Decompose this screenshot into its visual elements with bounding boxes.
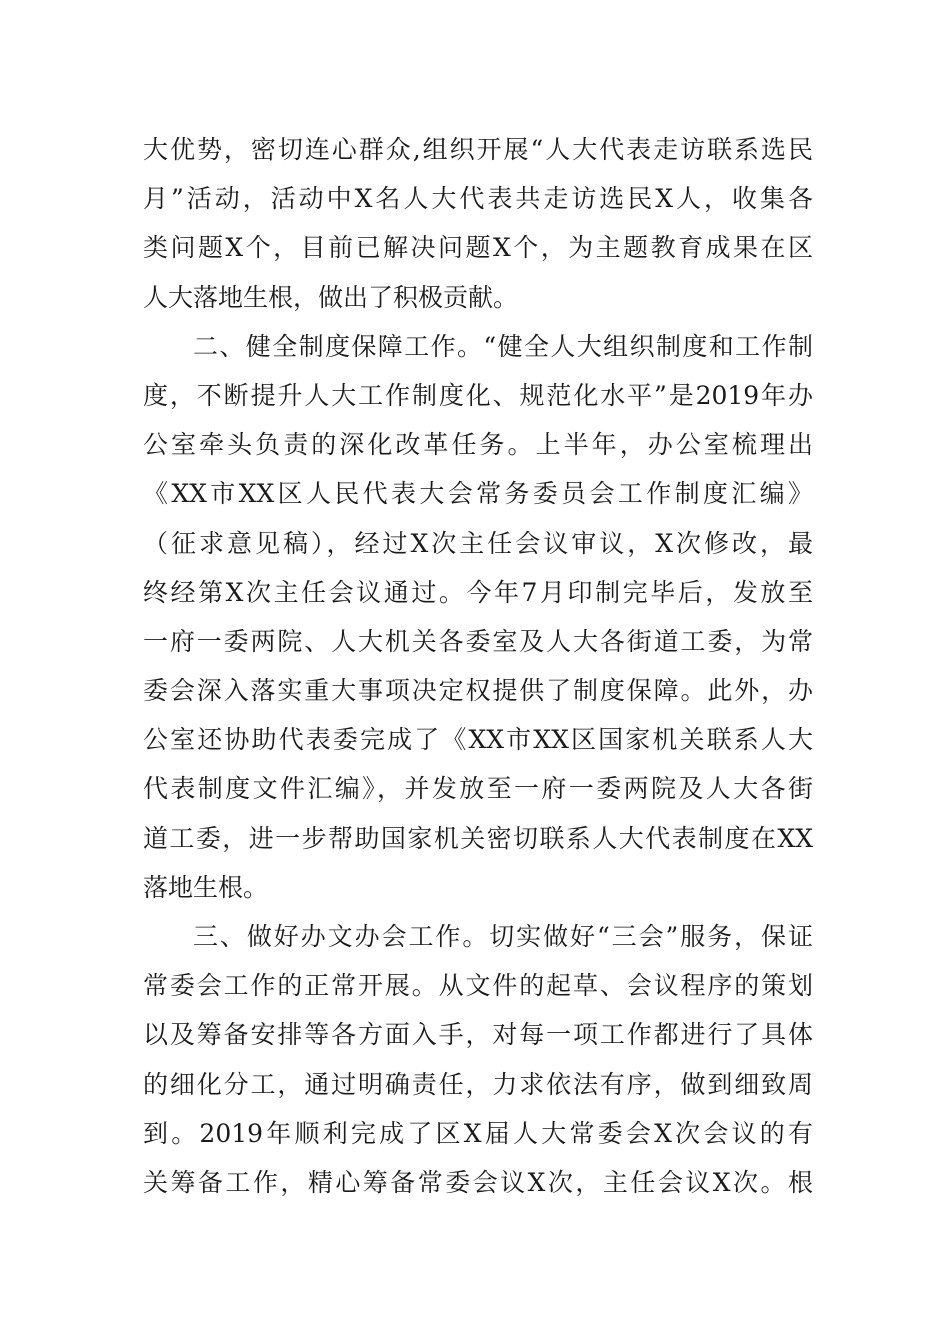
paragraph-line: 度，不断提升人大工作制度化、规范化水平”是2019年办 — [143, 380, 813, 410]
paragraph-3 — [143, 912, 813, 1207]
paragraph-line: 到。2019年顺利完成了区X届人大常委会X次会议的有 — [143, 1118, 813, 1148]
paragraph-line: 公室牵头负责的深化改革任务。上半年，办公室梳理出 — [143, 430, 813, 460]
paragraph-1 — [143, 125, 813, 322]
paragraph-line: 以及筹备安排等各方面入手，对每一项工作都进行了具体 — [143, 1020, 813, 1050]
paragraph-line: 月”活动，活动中X名人大代表共走访选民X人，收集各 — [143, 184, 813, 214]
paragraph-line: 委会深入落实重大事项决定权提供了制度保障。此外，办 — [143, 676, 813, 706]
paragraph-line: 代表制度文件汇编》，并发放至一府一委两院及人大各街 — [143, 774, 813, 804]
paragraph-line: 人大落地生根，做出了积极贡献。 — [143, 282, 519, 312]
paragraph-line: 公室还协助代表委完成了《XX市XX区国家机关联系人大 — [143, 725, 813, 755]
paragraph-line: （征求意见稿），经过X次主任会议审议，X次修改，最 — [143, 528, 813, 558]
document-body — [143, 125, 813, 1207]
paragraph-line: 关筹备工作，精心筹备常委会议X次，主任会议X次。根 — [143, 1167, 813, 1197]
paragraph-line: 常委会工作的正常开展。从文件的起草、会议程序的策划 — [143, 971, 813, 1001]
paragraph-line: 《XX市XX区人民代表大会常务委员会工作制度汇编》 — [143, 479, 813, 509]
paragraph-line: 三、做好办文办会工作。切实做好“三会”服务，保证 — [193, 922, 813, 951]
paragraph-line: 落地生根。 — [143, 872, 269, 902]
paragraph-line: 终经第X次主任会议通过。今年7月印制完毕后，发放至 — [143, 577, 813, 607]
paragraph-line: 大优势，密切连心群众,组织开展“人大代表走访联系选民 — [143, 135, 813, 164]
paragraph-line: 二、健全制度保障工作。“健全人大组织制度和工作制 — [193, 331, 813, 361]
paragraph-line: 一府一委两院、人大机关各委室及人大各街道工委，为常 — [143, 626, 813, 656]
paragraph-line: 类问题X个，目前已解决问题X个，为主题教育成果在区 — [143, 233, 813, 263]
paragraph-line: 道工委，进一步帮助国家机关密切联系人大代表制度在XX — [143, 823, 813, 853]
paragraph-line: 的细化分工，通过明确责任，力求依法有序，做到细致周 — [143, 1069, 813, 1099]
paragraph-2 — [143, 322, 813, 912]
